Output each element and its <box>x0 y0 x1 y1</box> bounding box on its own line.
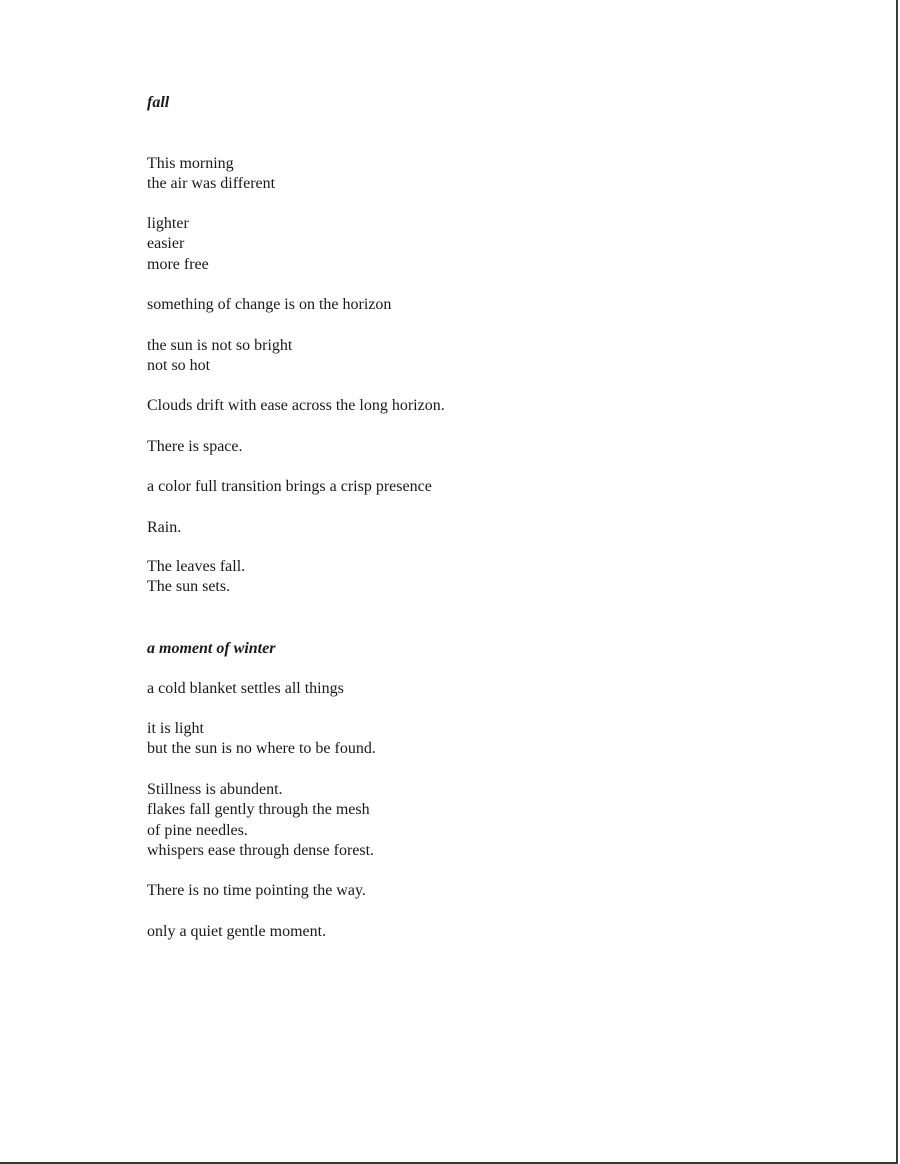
poem-line: Clouds drift with ease across the long horizon. <box>147 397 445 414</box>
poem-line: There is space. <box>147 438 243 455</box>
poem-line: whispers ease through dense forest. <box>147 841 375 859</box>
poem-line: a cold blanket settles all things <box>147 680 344 697</box>
poem-line: Rain. <box>147 519 182 536</box>
poem-line: The leaves fall. <box>147 558 246 575</box>
stanza <box>147 518 181 538</box>
poem-line: the air was different <box>147 175 276 193</box>
stanza <box>147 214 209 275</box>
stanza <box>147 154 275 195</box>
stanza <box>147 922 326 942</box>
stanza <box>147 396 445 416</box>
poem-title-a-moment-of-winter: a moment of winter <box>147 640 276 657</box>
stanza <box>147 719 376 760</box>
poem-line: The sun sets. <box>147 578 231 596</box>
poem-line: of pine needles. <box>147 821 248 839</box>
poem-line: something of change is on the horizon <box>147 296 392 313</box>
poem-line: only a quiet gentle moment. <box>147 923 327 940</box>
stanza <box>147 295 391 315</box>
stanza <box>147 881 366 901</box>
stanza <box>147 557 245 598</box>
poem-line: more free <box>147 255 209 273</box>
poem-line: lighter <box>147 215 189 232</box>
poem-title-fall: fall <box>147 94 170 111</box>
stanza <box>147 437 243 457</box>
stanza <box>147 780 374 861</box>
poem-line: it is light <box>147 720 204 737</box>
stanza <box>147 336 292 377</box>
poem-line: the sun is not so bright <box>147 337 293 354</box>
poem-line: Stillness is abundent. <box>147 781 283 798</box>
poem-line: flakes fall gently through the mesh <box>147 801 370 819</box>
poem-line: easier <box>147 235 185 253</box>
poem-line: a color full transition brings a crisp presence <box>147 478 432 495</box>
stanza <box>147 679 344 699</box>
poem-line: not so hot <box>147 357 211 375</box>
poem-line: but the sun is no where to be found. <box>147 740 376 758</box>
poem-line: There is no time pointing the way. <box>147 882 366 899</box>
poem-line: This morning <box>147 155 234 172</box>
stanza <box>147 477 432 497</box>
